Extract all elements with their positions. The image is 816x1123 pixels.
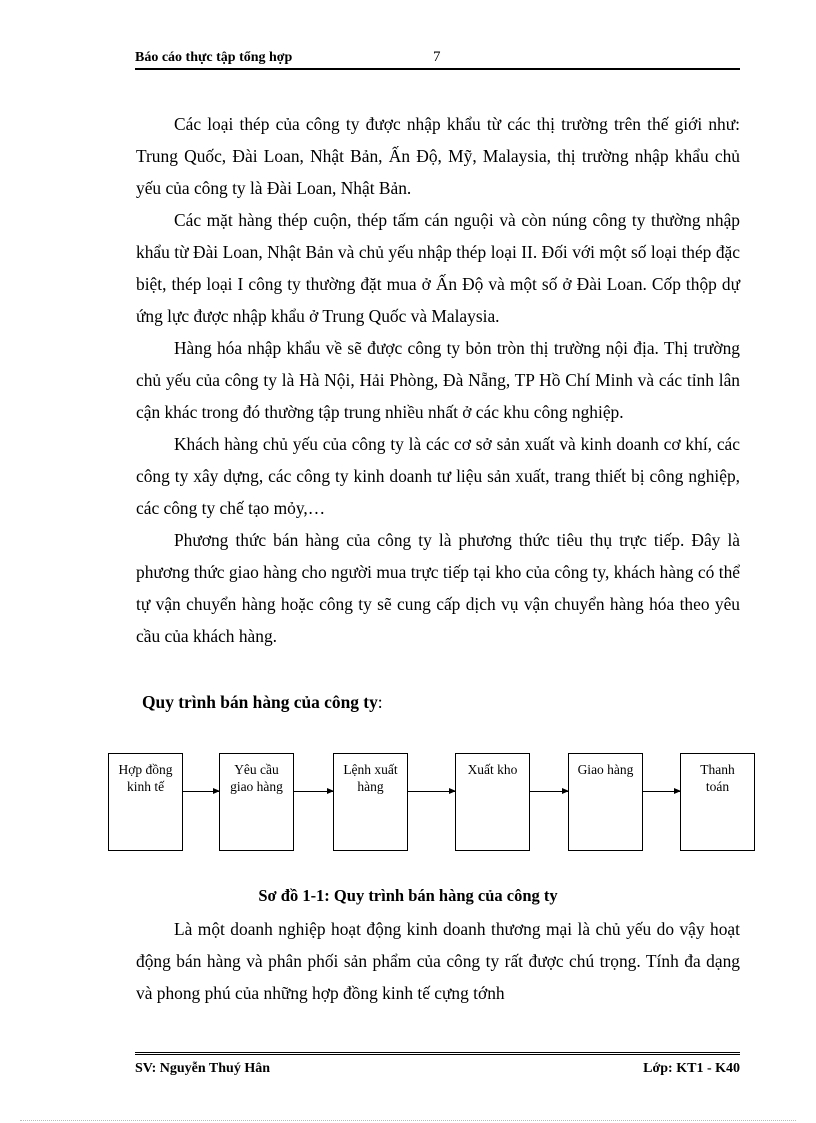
paragraph: Khách hàng chủ yếu của công ty là các cơ sở sản xuất và kinh doanh cơ khí, các công ty xây dựng, các công ty kinh doanh tư liệu sản xuất, trang thiết bị công nghiệp, các công ty chế tạo mỏy,… xyxy=(136,434,740,518)
body-text xyxy=(136,108,740,652)
footer-class: Lớp: KT1 - K40 xyxy=(643,1061,740,1076)
paragraph: Các loại thép của công ty được nhập khẩu từ các thị trường trên thế giới như: Trung Quốc, Đài Loan, Nhật Bản, Ấn Độ, Mỹ, Malaysia, thị trường nhập khẩu chủ yếu của công ty là Đài Loan, Nhật Bản. xyxy=(136,114,740,198)
section-title-text: Quy trình bán hàng của công ty xyxy=(142,692,378,712)
paragraph: Các mặt hàng thép cuộn, thép tấm cán nguội và còn núng công ty thường nhập khẩu từ Đài Loan, Nhật Bản và chủ yếu nhập thép loại II. Đối với một số loại thép đặc biệt, thép loại I công ty thường đặt mua ở Ấn Độ và một số ở Đài Loan. Cốp thộp dự ứng lực được nhập khẩu ở Trung Quốc và Malaysia. xyxy=(136,210,740,326)
flow-arrow xyxy=(183,791,219,792)
section-title-colon: : xyxy=(377,692,383,712)
flow-step-box: Giao hàng xyxy=(568,753,643,851)
flow-step-box: Xuất kho xyxy=(455,753,530,851)
paragraph: Hàng hóa nhập khẩu về sẽ được công ty bỏn tròn thị trường nội địa. Thị trường chủ yếu của công ty là Hà Nội, Hải Phòng, Đà Nẵng, TP Hồ Chí Minh và các tỉnh lân cận khác trong đó thường tập trung nhiều nhất ở các khu công nghiệp. xyxy=(136,338,740,422)
closing-text xyxy=(136,913,740,1009)
flow-arrow xyxy=(408,791,455,792)
flow-step-box: Thanh toán xyxy=(680,753,755,851)
footer-student: SV: Nguyễn Thuý Hân xyxy=(135,1061,271,1076)
page-edge-divider xyxy=(20,1120,796,1121)
flow-arrow xyxy=(294,791,333,792)
paragraph: Là một doanh nghiệp hoạt động kinh doanh thương mại là chủ yếu do vậy hoạt động bán hàng và phân phối sản phẩm của công ty rất được chú trọng. Tính đa dạng và phong phú của những hợp đồng kinh tế cựng tớnh xyxy=(136,919,740,1003)
flow-step-box: Hợp đồng kinh tế xyxy=(108,753,183,851)
paragraph: Phương thức bán hàng của công ty là phương thức tiêu thụ trực tiếp. Đây là phương thức giao hàng cho người mua trực tiếp tại kho của công ty, khách hàng có thể tự vận chuyển hàng hoặc công ty sẽ cung cấp dịch vụ vận chuyển hàng hóa theo yêu cầu của khách hàng. xyxy=(136,530,740,646)
flow-arrow xyxy=(530,791,568,792)
page-header xyxy=(135,48,740,70)
sales-process-diagram xyxy=(108,753,756,853)
page-footer xyxy=(135,1052,740,1076)
section-title xyxy=(142,692,383,713)
header-title: Báo cáo thực tập tổng hợp xyxy=(135,50,293,65)
diagram-caption: Sơ đồ 1-1: Quy trình bán hàng của công ty xyxy=(258,886,558,905)
flow-step-box: Lệnh xuất hàng xyxy=(333,753,408,851)
flow-step-box: Yêu cầu giao hàng xyxy=(219,753,294,851)
flow-arrow xyxy=(643,791,680,792)
page-number: 7 xyxy=(433,49,441,65)
